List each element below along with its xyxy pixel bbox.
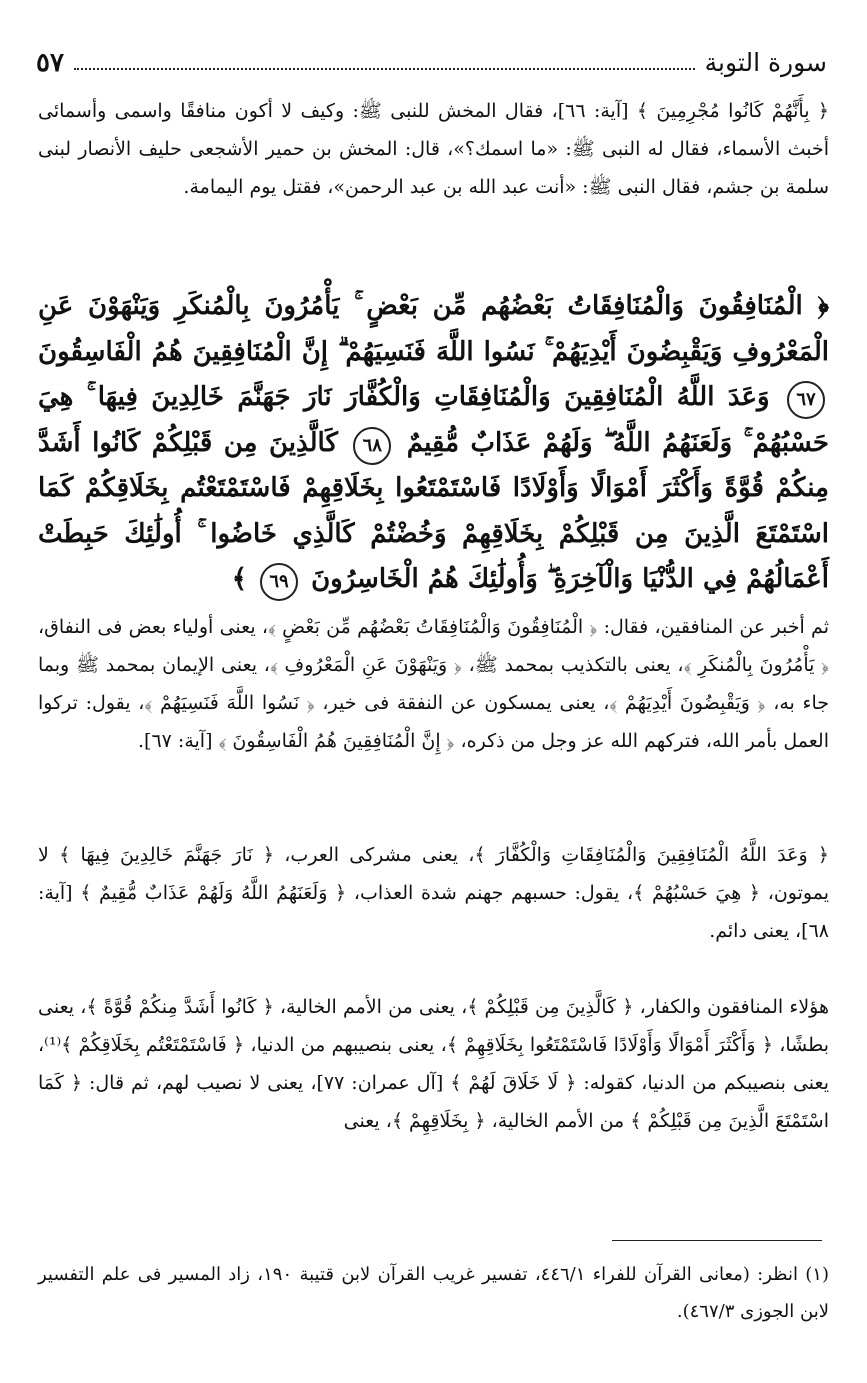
verse-number-68: ٦٨ (353, 427, 391, 465)
footnote: (١) انظر: (معانى القرآن للفراء ٤٤٦/١، تفسير غريب القرآن لابن قتيبة ١٩٠، زاد المسير فى علم التفسير لابن الجوزى ٤٦٧/٣). (38, 1264, 829, 1322)
paragraph-3: ﴿ وَعَدَ اللَّهُ الْمُنَافِقِينَ وَالْمُنَافِقَاتِ وَالْكُفَّارَ ﴾، يعنى مشركى العرب، ﴿ نَارَ جَهَنَّمَ خَالِدِينَ فِيهَا ﴾ لا يموتون، ﴿ هِيَ حَسْبُهُمْ ﴾، يقول: حسبهم جهنم شدة العذاب، ﴿ وَلَعَنَهُمُ اللَّهُ وَلَهُمْ عَذَابٌ مُّقِيمٌ ﴾ [آية: ٦٨]، يعنى دائم. (38, 844, 829, 942)
surah-title: سورة التوبة (704, 48, 827, 77)
header-dotted-leader (74, 68, 695, 70)
verse-closing-bracket: ﴾ (231, 564, 247, 594)
verse-68-text: وَعَدَ اللَّهُ الْمُنَافِقِينَ وَالْمُنَافِقَاتِ وَالْكُفَّارَ نَارَ جَهَنَّمَ خَالِدِينَ فِيهَا ۚ هِيَ حَسْبُهُمْ ۚ وَلَعَنَهُمُ اللَّهُ ۖ وَلَهُمْ عَذَابٌ مُّقِيمٌ (38, 382, 829, 458)
verse-69-text: كَالَّذِينَ مِن قَبْلِكُمْ كَانُوا أَشَدَّ مِنكُمْ قُوَّةً وَأَكْثَرَ أَمْوَالًا وَأَوْلَادًا فَاسْتَمْتَعُوا بِخَلَاقِهِمْ فَاسْتَمْتَعْتُم بِخَلَاقِكُمْ كَمَا اسْتَمْتَعَ الَّذِينَ مِن قَبْلِكُمْ بِخَلَاقِهِمْ وَخُضْتُمْ كَالَّذِي خَاضُوا ۚ أُولَٰئِكَ حَبِطَتْ أَعْمَالُهُمْ فِي الدُّنْيَا وَالْآخِرَةِ ۖ وَأُولَٰئِكَ هُمُ الْخَاسِرُونَ (38, 427, 829, 594)
footnote-divider (612, 1240, 822, 1241)
verse-number-67: ٦٧ (787, 381, 825, 419)
verse-number-69: ٦٩ (260, 563, 298, 601)
page-number: ٥٧ (36, 48, 64, 78)
paragraph-1: ﴿ بِأَنَّهُمْ كَانُوا مُجْرِمِينَ ﴾ [آية: ٦٦]، فقال المخش للنبى ﷺ: وكيف لا أكون منافقًا واسمى وأسمائى أخبث الأسماء، فقال له النبى ﷺ: «ما اسمك؟»، قال: المخش بن حمير الأشجعى حليف الأنصار لبنى سلمة بن جشم، فقال النبى ﷺ: «أنت عبد الله بن عبد الرحمن»، فقتل يوم اليمامة. (38, 100, 829, 198)
quran-verse-block (38, 284, 829, 603)
verse-67-text: ﴿ الْمُنَافِقُونَ وَالْمُنَافِقَاتُ بَعْضُهُم مِّن بَعْضٍ ۚ يَأْمُرُونَ بِالْمُنكَرِ وَيَنْهَوْنَ عَنِ الْمَعْرُوفِ وَيَقْبِضُونَ أَيْدِيَهُمْ ۚ نَسُوا اللَّهَ فَنَسِيَهُمْ ۗ إِنَّ الْمُنَافِقِينَ هُمُ الْفَاسِقُونَ (38, 291, 829, 367)
paragraph-2: ثم أخبر عن المنافقين، فقال: ﴿ الْمُنَافِقُونَ وَالْمُنَافِقَاتُ بَعْضُهُم مِّن بَعْضٍ ﴾، يعنى أولياء بعض فى النفاق، ﴿ يَأْمُرُونَ بِالْمُنكَرِ ﴾، يعنى بالتكذيب بمحمد ﷺ، ﴿ وَيَنْهَوْنَ عَنِ الْمَعْرُوفِ ﴾، يعنى الإيمان بمحمد ﷺ وبما جاء به، ﴿ وَيَقْبِضُونَ أَيْدِيَهُمْ ﴾، يعنى يمسكون عن النفقة فى خير، ﴿ نَسُوا اللَّهَ فَنَسِيَهُمْ ﴾، يقول: تركوا العمل بأمر الله، فتركهم الله عز وجل من ذكره، ﴿ إِنَّ الْمُنَافِقِينَ هُمُ الْفَاسِقُونَ ﴾ [آية: ٦٧]. (38, 616, 829, 752)
page-header (36, 38, 827, 78)
paragraph-4: هؤلاء المنافقون والكفار، ﴿ كَالَّذِينَ مِن قَبْلِكُمْ ﴾، يعنى من الأمم الخالية، ﴿ كَانُوا أَشَدَّ مِنكُمْ قُوَّةً ﴾، يعنى بطشًا، ﴿ وَأَكْثَرَ أَمْوَالًا وَأَوْلَادًا فَاسْتَمْتَعُوا بِخَلَاقِهِمْ ﴾، يعنى بنصيبهم من الدنيا، ﴿ فَاسْتَمْتَعْتُم بِخَلَاقِكُمْ ﴾⁽¹⁾، يعنى بنصيبكم من الدنيا، كقوله: ﴿ لَا خَلَاقَ لَهُمْ ﴾ [آل عمران: ٧٧]، يعنى لا نصيب لهم، ثم قال: ﴿ كَمَا اسْتَمْتَعَ الَّذِينَ مِن قَبْلِكُمْ ﴾ من الأمم الخالية، ﴿ بِخَلَاقِهِمْ ﴾، يعنى (38, 996, 829, 1132)
